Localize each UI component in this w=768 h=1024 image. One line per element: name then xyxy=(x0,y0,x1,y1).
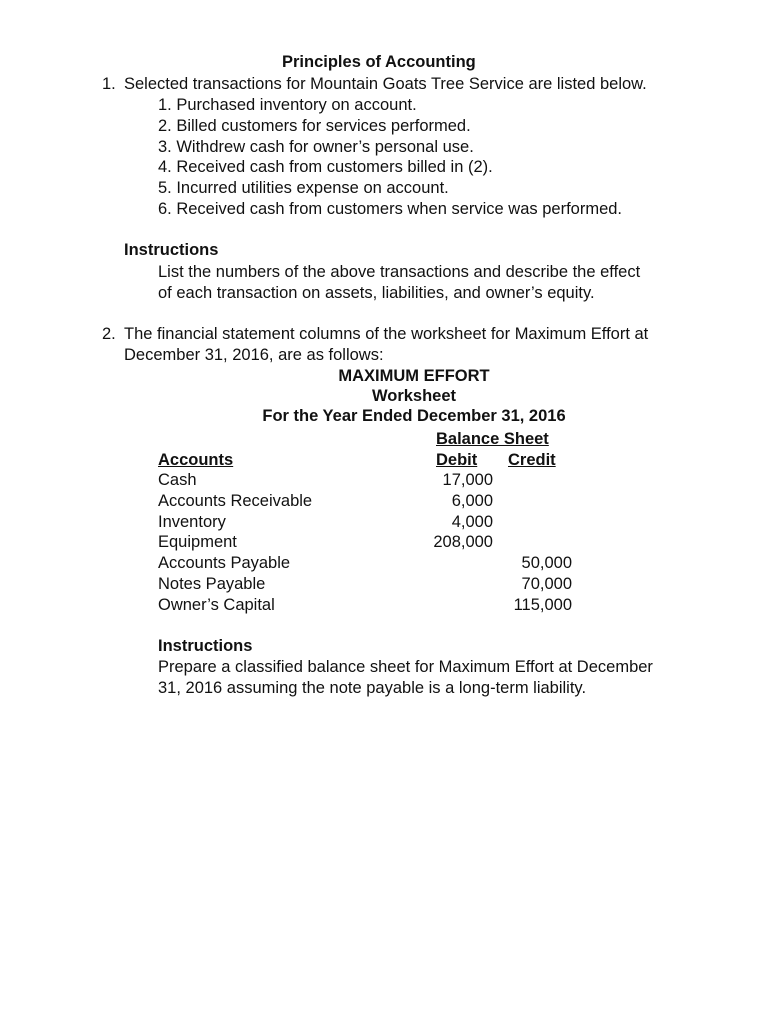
q1-instructions-line-2: of each transaction on assets, liabilities, and owner’s equity. xyxy=(158,284,595,302)
q1-transaction-5: 5. Incurred utilities expense on account. xyxy=(158,179,449,197)
q2-number: 2. xyxy=(102,325,116,343)
q1-intro: Selected transactions for Mountain Goats Tree Service are listed below. xyxy=(124,75,647,93)
worksheet-company: MAXIMUM EFFORT xyxy=(338,367,490,385)
q1-transaction-2: 2. Billed customers for services performed. xyxy=(158,117,471,135)
q1-transaction-6: 6. Received cash from customers when service was performed. xyxy=(158,200,623,218)
worksheet-row-debit: 4,000 xyxy=(451,513,493,531)
q2-instructions-line-2: 31, 2016 assuming the note payable is a long-term liability. xyxy=(158,679,587,697)
worksheet-row-account: Equipment xyxy=(158,533,237,551)
worksheet-row-credit: 70,000 xyxy=(521,575,572,593)
worksheet-row-account: Owner’s Capital xyxy=(158,596,275,614)
worksheet-row-account: Accounts Receivable xyxy=(158,492,313,510)
q2-intro-line-1: The financial statement columns of the worksheet for Maximum Effort at xyxy=(124,325,649,343)
worksheet-row-account: Notes Payable xyxy=(158,575,266,593)
worksheet-section-header: Balance Sheet xyxy=(436,430,549,448)
worksheet-credit-header: Credit xyxy=(508,451,556,469)
worksheet-row-debit: 6,000 xyxy=(451,492,493,510)
q2-intro-line-2: December 31, 2016, are as follows: xyxy=(124,346,384,364)
q1-transaction-3: 3. Withdrew cash for owner’s personal use. xyxy=(158,138,474,156)
q2-instructions-heading: Instructions xyxy=(158,637,253,655)
worksheet-debit-header: Debit xyxy=(436,451,478,469)
worksheet-row-account: Inventory xyxy=(158,513,226,531)
worksheet-row-credit: 115,000 xyxy=(513,596,572,614)
worksheet-period: For the Year Ended December 31, 2016 xyxy=(262,407,566,425)
worksheet-row-account: Accounts Payable xyxy=(158,554,291,572)
worksheet-title: Worksheet xyxy=(371,387,457,405)
worksheet-accounts-header: Accounts xyxy=(158,451,234,469)
q1-transaction-1: 1. Purchased inventory on account. xyxy=(158,96,417,114)
q1-instructions-line-1: List the numbers of the above transactions and describe the effect xyxy=(158,263,641,281)
worksheet-row-credit: 50,000 xyxy=(521,554,572,572)
q1-number: 1. xyxy=(102,75,116,93)
q2-instructions-line-1: Prepare a classified balance sheet for Maximum Effort at December xyxy=(158,658,653,676)
q1-transaction-4: 4. Received cash from customers billed in (2). xyxy=(158,158,493,176)
page-title: Principles of Accounting xyxy=(282,53,476,71)
worksheet-row-account: Cash xyxy=(158,471,197,489)
q1-instructions-heading: Instructions xyxy=(124,241,219,259)
worksheet-row-debit: 17,000 xyxy=(442,471,493,489)
worksheet-row-debit: 208,000 xyxy=(433,533,493,551)
